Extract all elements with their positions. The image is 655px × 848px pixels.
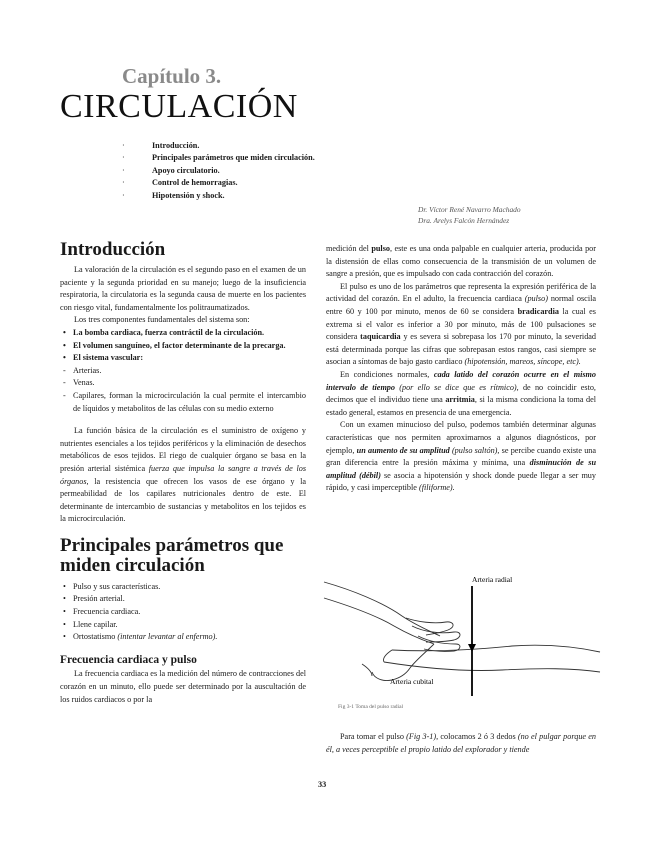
paragraph <box>326 243 596 281</box>
emphasis: (por ello se dice que es rítmico) <box>399 382 517 392</box>
emphasis: (pulso) <box>524 294 548 304</box>
paragraph <box>326 731 596 756</box>
paragraph: Los tres componentes fundamentales del sistema son: <box>74 315 250 325</box>
paragraph <box>326 281 596 369</box>
params-list <box>60 581 306 644</box>
emphasis: (hipotensión, mareos, síncope, etc). <box>464 357 581 367</box>
toc-item-label: Introducción. <box>152 141 200 150</box>
list-item: • Frecuencia cardiaca. <box>60 606 306 619</box>
bullet: · <box>122 190 125 200</box>
toc-item-label: Principales parámetros que miden circulación. <box>152 153 315 163</box>
text: , si la misma condiciona la toma del estado general, estamos en presencia de una emergencia. <box>326 395 597 417</box>
paragraph: La valoración de la circulación es el segundo paso en el examen de un paciente y la segunda prioridad en su manejo; luego de la insuficiencia respiratoria, la circulatoria es la segunda causa de muerte en los pacientes con riesgo vital, fundamentalmente los politraumatizados. <box>60 265 306 312</box>
text: se asocia a hipotensión y shock donde puede llegar a ser muy rápido, y casi imperceptible <box>326 470 596 493</box>
toc-item[interactable] <box>122 140 422 152</box>
text: El pulso es uno de los parámetros que representa la expresión periférica de la actividad del corazón. En el adulto, la frecuencia cardiaca <box>326 281 596 304</box>
heading-line: Principales parámetros que <box>60 534 284 556</box>
toc-item-label: Apoyo circulatorio. <box>152 165 220 175</box>
list-item: - Venas. <box>60 377 306 390</box>
emphasis: (no el pulgar porque en él, a veces perceptible el propio latido del explorador y tiende <box>326 732 596 754</box>
bullet: · <box>122 165 125 175</box>
paragraph <box>326 419 596 495</box>
text: y es severa si sobrepasa los 170 por minuto, la severidad está determinada porque las cifras que sobrepasan estos rangos, casi siempre se asocian a síntomas de bajo gasto cardiaco <box>326 332 597 367</box>
list-item: • La bomba cardiaca, fuerza contráctil de la circulación. <box>60 327 306 340</box>
text: la cual es extrema si el valor es inferior a 30 por minuto, más de 100 pulsaciones se considera <box>326 306 596 342</box>
emphasis: fuerza que impulsa la sangre a través de los órganos <box>60 463 307 486</box>
bullet: · <box>122 178 125 188</box>
emphasis: disminución de su amplitud (débil) <box>326 458 596 480</box>
author: Dra. Arelys Falcón Hernández <box>418 216 510 225</box>
emphasis: taquicardia <box>360 332 401 342</box>
chapter-contents <box>122 140 422 202</box>
emphasis: bradicardia <box>517 306 559 316</box>
list-item: • Pulso y sus características. <box>60 581 306 594</box>
emphasis: (intentar levantar al enfermo). <box>117 632 218 642</box>
chapter-title: CIRCULACIÓN <box>60 88 298 125</box>
authors <box>418 204 598 226</box>
bullet: · <box>122 153 125 163</box>
vessels-list <box>60 365 306 415</box>
toc-item-label: Hipotensión y shock. <box>152 190 225 200</box>
page-number: 33 <box>318 780 327 789</box>
text: En condiciones normales, <box>340 369 430 379</box>
emphasis: cada latido del corazón ocurre en el mismo intervalo de tiempo <box>326 369 597 392</box>
right-column-bottom <box>326 731 596 756</box>
bullet: · <box>122 141 125 150</box>
toc-item[interactable] <box>122 152 422 164</box>
paragraph <box>326 369 596 419</box>
section-heading-intro: Introducción <box>60 239 166 260</box>
toc-item[interactable] <box>122 190 422 202</box>
emphasis: arritmia <box>445 395 475 405</box>
emphasis: pulso <box>371 244 390 253</box>
paragraph: La función básica de la circulación es el suministro de oxígeno y nutrientes esenciales a los tejidos periféricos y la eliminación de desechos metabólicos de esos tejidos. El riego de cualquier órgano se basa en la presión arterial sistémica fuerza que impulsa la sangre a través de los órganos, la resistencia que ofrecen los vasos de ese órgano y la permeabilidad de los capilares nutricionales dentro de este. El determinante de intercambio de sustancias y metabolitos en los tejidos es la microcirculación. <box>60 426 307 524</box>
text: normal oscila entre 60 y 100 por minuto, menos de 60 se considera <box>326 294 597 316</box>
list-item: • Llene capilar. <box>60 619 306 632</box>
figure-caption: Fig 3-1 Toma del pulso radial <box>338 704 404 710</box>
text: Con un examen minucioso del pulso, podemos también determinar algunas características que nos permiten aproximarnos a algunos diagnósticos, por ejemplo, <box>326 420 596 455</box>
subsection-heading: Frecuencia cardiaca y pulso <box>60 653 197 666</box>
list-item: - Capilares, forman la microcirculación la cual permite el intercambio de líquidos y metabolitos de las células con su medio externo <box>60 390 306 415</box>
emphasis: (pulso saltón) <box>451 445 498 455</box>
paragraph: La frecuencia cardiaca es la medición del número de contracciones del corazón en un minuto, ello puede ser determinado por la auscultación de los ruidos cardiacos o por la <box>60 669 306 704</box>
section-heading-params <box>60 536 306 576</box>
toc-item[interactable] <box>122 165 422 177</box>
list-item: • El volumen sanguíneo, el factor determinante de la precarga. <box>60 340 306 353</box>
list-item: • Presión arterial. <box>60 593 306 606</box>
arrow-head <box>468 644 476 652</box>
list-item: - Arterias. <box>60 365 306 378</box>
toc-item-label: Control de hemorragias. <box>152 178 238 188</box>
chapter-label: Capítulo 3. <box>122 64 222 88</box>
text: la resistencia que ofrecen los vasos de ese órgano y la permeabilidad de los capilares nutricionales dentro de este. El determinante de intercambio de sustancias y metabolitos en los tejidos es la microcirculación. <box>60 476 306 524</box>
emphasis: (Fig 3-1) <box>406 732 437 741</box>
left-column <box>60 240 306 706</box>
components-list <box>60 327 306 365</box>
text: Ortostatismo <box>73 632 116 642</box>
text: , se percibe cuando existe una gran diferencia entre la presión máxima y mínima, una <box>326 445 597 468</box>
pulse-figure <box>322 572 602 702</box>
toc-item[interactable] <box>122 177 422 189</box>
emphasis: un aumento de su amplitud <box>356 445 450 455</box>
text: , de no coincidir esto, decimos que el individuo tiene una <box>326 382 596 405</box>
emphasis: (filiforme). <box>419 483 455 493</box>
list-item: • El sistema vascular: <box>60 352 306 365</box>
right-column <box>326 243 596 495</box>
text: Para tomar el pulso <box>340 732 404 741</box>
text: , colocamos 2 ó 3 dedos <box>436 732 516 741</box>
text: , este es una onda palpable en cualquier arteria, producida por la distensión de ellas como consecuencia de la transmisión de un volumen de sangre a presión, que es impulsado con cada contracción del corazón. <box>326 244 596 279</box>
heading-line: miden circulación <box>60 554 205 576</box>
figure-label-bottom: Arteria cubital <box>390 677 434 686</box>
author: Dr. Víctor René Navarro Machado <box>418 205 521 214</box>
list-item <box>60 631 306 644</box>
figure-label-top: Arteria radial <box>472 575 513 584</box>
text: medición del <box>326 244 369 253</box>
text: La función básica de la circulación es el suministro de oxígeno y nutrientes esenciales a los tejidos periféricos y la eliminación de desechos metabólicos de esos tejidos. El riego de cualquier órgano se basa en la presión arterial sistémica <box>60 426 306 473</box>
hands-drawing <box>324 582 600 681</box>
